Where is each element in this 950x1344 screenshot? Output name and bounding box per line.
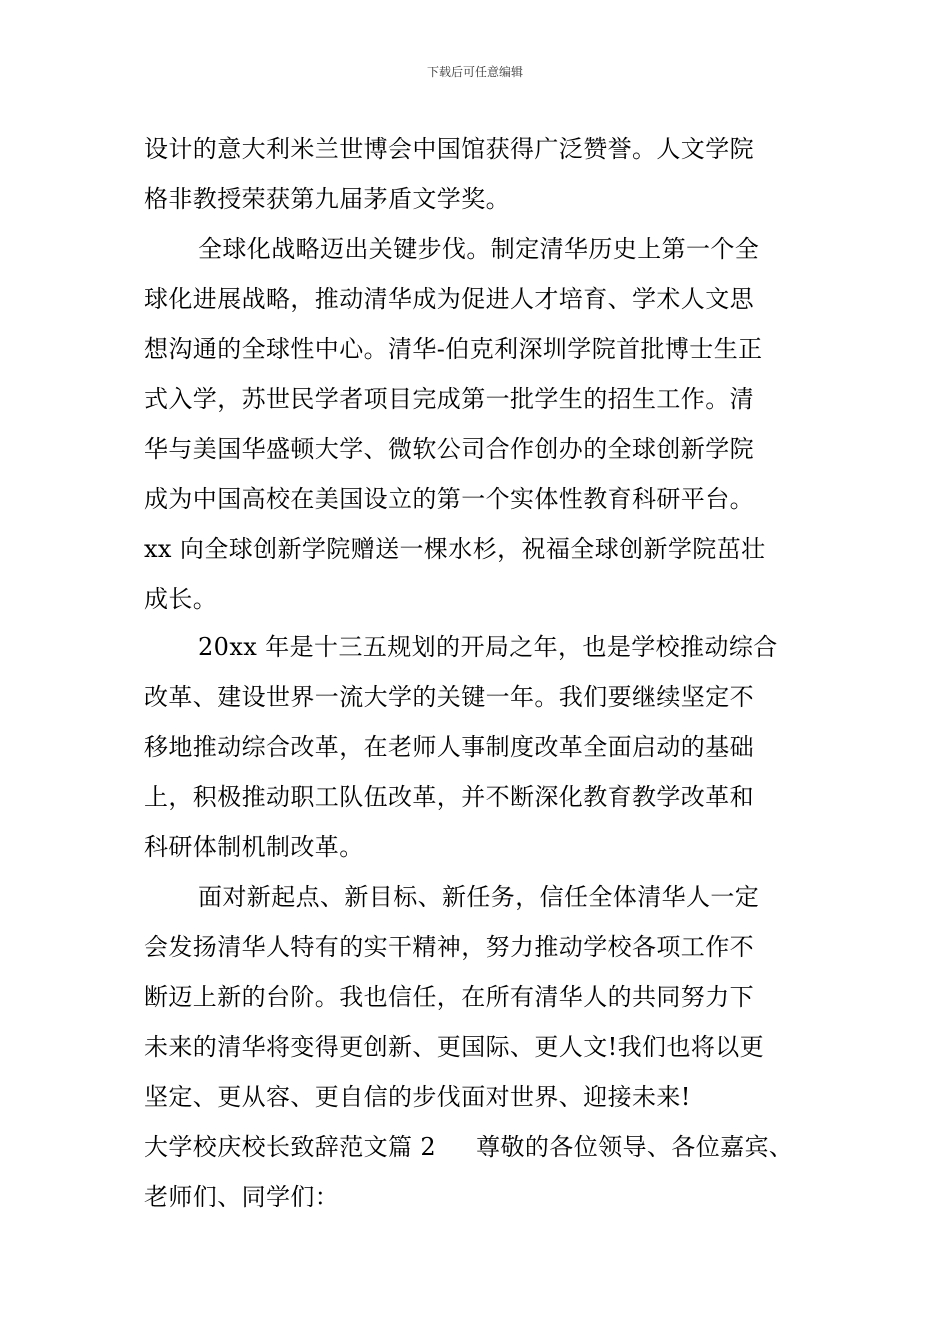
text-line: 华与美国华盛顿大学、微软公司合作创办的全球创新学院 [144,435,754,463]
text-line: 式入学，苏世民学者项目完成第一批学生的招生工作。清 [144,385,754,413]
text-line: 成长。 [144,585,218,613]
section-heading-line [144,1130,834,1164]
text-line: 球化进展战略，推动清华成为促进人才培育、学术人文思 [144,285,754,313]
paragraph-start-line: 面对新起点、新目标、新任务，信任全体清华人一定 [198,883,760,911]
text-line: 科研体制机制改革。 [144,833,364,861]
text-line: 移地推动综合改革，在老师人事制度改革全面启动的基础 [144,733,754,761]
greeting-line: 老师们、同学们： [144,1183,340,1211]
text-line: 设计的意大利米兰世博会中国馆获得广泛赞誉。人文学院 [144,135,754,163]
section-title: 大学校庆校长致辞范文篇 2 [144,1133,437,1161]
text-line: 改革、建设世界一流大学的关键一年。我们要继续坚定不 [144,683,754,711]
paragraph-start-line: 全球化战略迈出关键步伐。制定清华历史上第一个全 [198,235,760,263]
text-line: 成为中国高校在美国设立的第一个实体性教育科研平台。 [144,485,754,513]
text-line: 会发扬清华人特有的实干精神，努力推动学校各项工作不 [144,933,754,961]
text-line: 想沟通的全球性中心。清华-伯克利深圳学院首批博士生正 [144,335,763,363]
text-line: 上，积极推动职工队伍改革，并不断深化教育教学改革和 [144,783,754,811]
text-line: 断迈上新的台阶。我也信任，在所有清华人的共同努力下 [144,983,754,1011]
header-note: 下载后可任意编辑 [426,65,523,79]
greeting-text: 尊敬的各位领导、各位嘉宾、 [476,1133,794,1161]
paragraph-start-line: 20xx 年是十三五规划的开局之年，也是学校推动综合 [198,633,778,661]
text-line: 坚定、更从容、更自信的步伐面对世界、迎接未来! [144,1083,691,1111]
text-line: 格非教授荣获第九届茅盾文学奖。 [144,185,510,213]
text-line: xx 向全球创新学院赠送一棵水杉，祝福全球创新学院茁壮 [144,535,766,563]
text-line: 未来的清华将变得更创新、更国际、更人文!我们也将以更 [144,1033,765,1061]
